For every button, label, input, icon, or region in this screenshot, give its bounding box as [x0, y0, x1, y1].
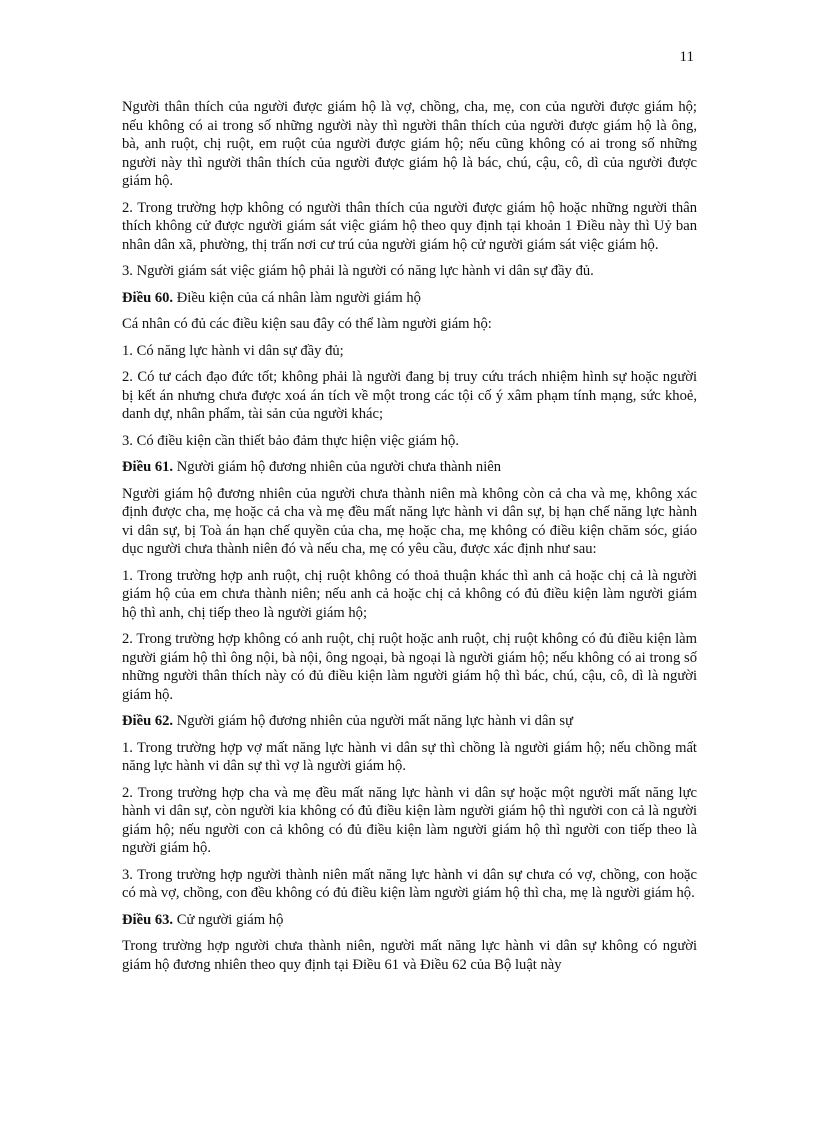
page-number: 11 — [679, 49, 694, 65]
article-heading-61 — [122, 458, 697, 477]
article-heading-63 — [122, 911, 697, 930]
paragraph: 2. Trong trường hợp không có anh ruột, chị ruột hoặc anh ruột, chị ruột không có đủ điều kiện làm người giám hộ thì ông nội, bà nội, ông ngoại, bà ngoại là người giám hộ; nếu không có ai trong số những người thân thích này có đủ điều kiện làm người giám hộ thì bác, chú, cậu, cô, dì là người giám hộ. — [122, 631, 697, 703]
article-title: Điều kiện của cá nhân làm người giám hộ — [173, 289, 421, 306]
document-body — [122, 98, 697, 982]
paragraph: 3. Người giám sát việc giám hộ phải là người có năng lực hành vi dân sự đầy đủ. — [122, 263, 594, 279]
paragraph: 2. Trong trường hợp cha và mẹ đều mất năng lực hành vi dân sự hoặc một người mất năng lực hành vi dân sự, còn người kia không có đủ điều kiện làm người giám hộ thì người con cả là người giám hộ; nếu người con cả không có đủ điều kiện làm người giám hộ thì người con tiếp theo là người giám hộ. — [122, 784, 697, 856]
article-label: Điều 60. — [122, 289, 174, 306]
paragraph: 2. Trong trường hợp không có người thân thích của người được giám hộ hoặc những người thân thích không cử được người giám sát việc giám hộ theo quy định tại khoản 1 Điều này thì Uỷ ban nhân dân xã, phường, thị trấn nơi cư trú của người giám hộ cử người giám sát việc giám hộ. — [122, 199, 697, 253]
article-title: Người giám hộ đương nhiên của người chưa thành niên — [173, 459, 502, 475]
paragraph: 1. Có năng lực hành vi dân sự đầy đủ; — [122, 342, 344, 359]
paragraph: 3. Trong trường hợp người thành niên mất năng lực hành vi dân sự chưa có vợ, chồng, con hoặc có mà vợ, chồng, con đều không có đủ điều kiện làm người giám hộ thì cha, mẹ là người giám hộ. — [122, 866, 697, 901]
article-label: Điều 63. — [122, 911, 174, 928]
paragraph: Người thân thích của người được giám hộ là vợ, chồng, cha, mẹ, con của người được giám hộ; nếu không có ai trong số những người này thì người thân thích của người được giám hộ là ông, bà, anh ruột, chị ruột, em ruột của người được giám hộ; nếu cũng không có ai trong số những người này thì người thân thích của người được giám hộ là bác, chú, cậu, cô, dì của người được giám hộ. — [122, 99, 697, 189]
paragraph: Người giám hộ đương nhiên của người chưa thành niên mà không còn cả cha và mẹ, không xác định được cha, mẹ hoặc cả cha và mẹ đều mất năng lực hành vi dân sự, bị hạn chế năng lực hành vi dân sự, bị Toà án hạn chế quyền của cha, mẹ hoặc cha, mẹ không có điều kiện chăm sóc, giáo dục người chưa thành niên đó và nếu cha, mẹ có yêu cầu, được xác định như sau: — [122, 485, 697, 557]
paragraph: Cá nhân có đủ các điều kiện sau đây có thể làm người giám hộ: — [122, 316, 492, 332]
paragraph: 1. Trong trường hợp vợ mất năng lực hành vi dân sự thì chồng là người giám hộ; nếu chồng mất năng lực hành vi dân sự thì vợ là người giám hộ. — [122, 739, 697, 774]
paragraph: Trong trường hợp người chưa thành niên, người mất năng lực hành vi dân sự không có người giám hộ đương nhiên theo quy định tại Điều 61 và Điều 62 của Bộ luật này — [122, 938, 697, 973]
article-label: Điều 62. — [122, 713, 174, 729]
article-title: Người giám hộ đương nhiên của người mất năng lực hành vi dân sự — [173, 713, 573, 729]
article-label: Điều 61. — [122, 459, 174, 475]
paragraph: 1. Trong trường hợp anh ruột, chị ruột không có thoả thuận khác thì anh cả hoặc chị cả là người giám hộ của em chưa thành niên; nếu anh cả hoặc chị cả không có đủ điều kiện làm người giám hộ thì anh, chị tiếp theo là người giám hộ; — [122, 567, 697, 621]
article-heading-62 — [122, 712, 697, 731]
paragraph: 3. Có điều kiện cần thiết bảo đảm thực hiện việc giám hộ. — [122, 432, 459, 449]
article-heading-60 — [122, 289, 697, 308]
article-title: Cử người giám hộ — [173, 911, 284, 928]
paragraph: 2. Có tư cách đạo đức tốt; không phải là người đang bị truy cứu trách nhiệm hình sự hoặc người bị kết án nhưng chưa được xoá án tích về một trong các tội cố ý xâm phạm tính mạng, sức khoẻ, danh dự, nhân phẩm, tài sản của người khác; — [122, 369, 697, 422]
